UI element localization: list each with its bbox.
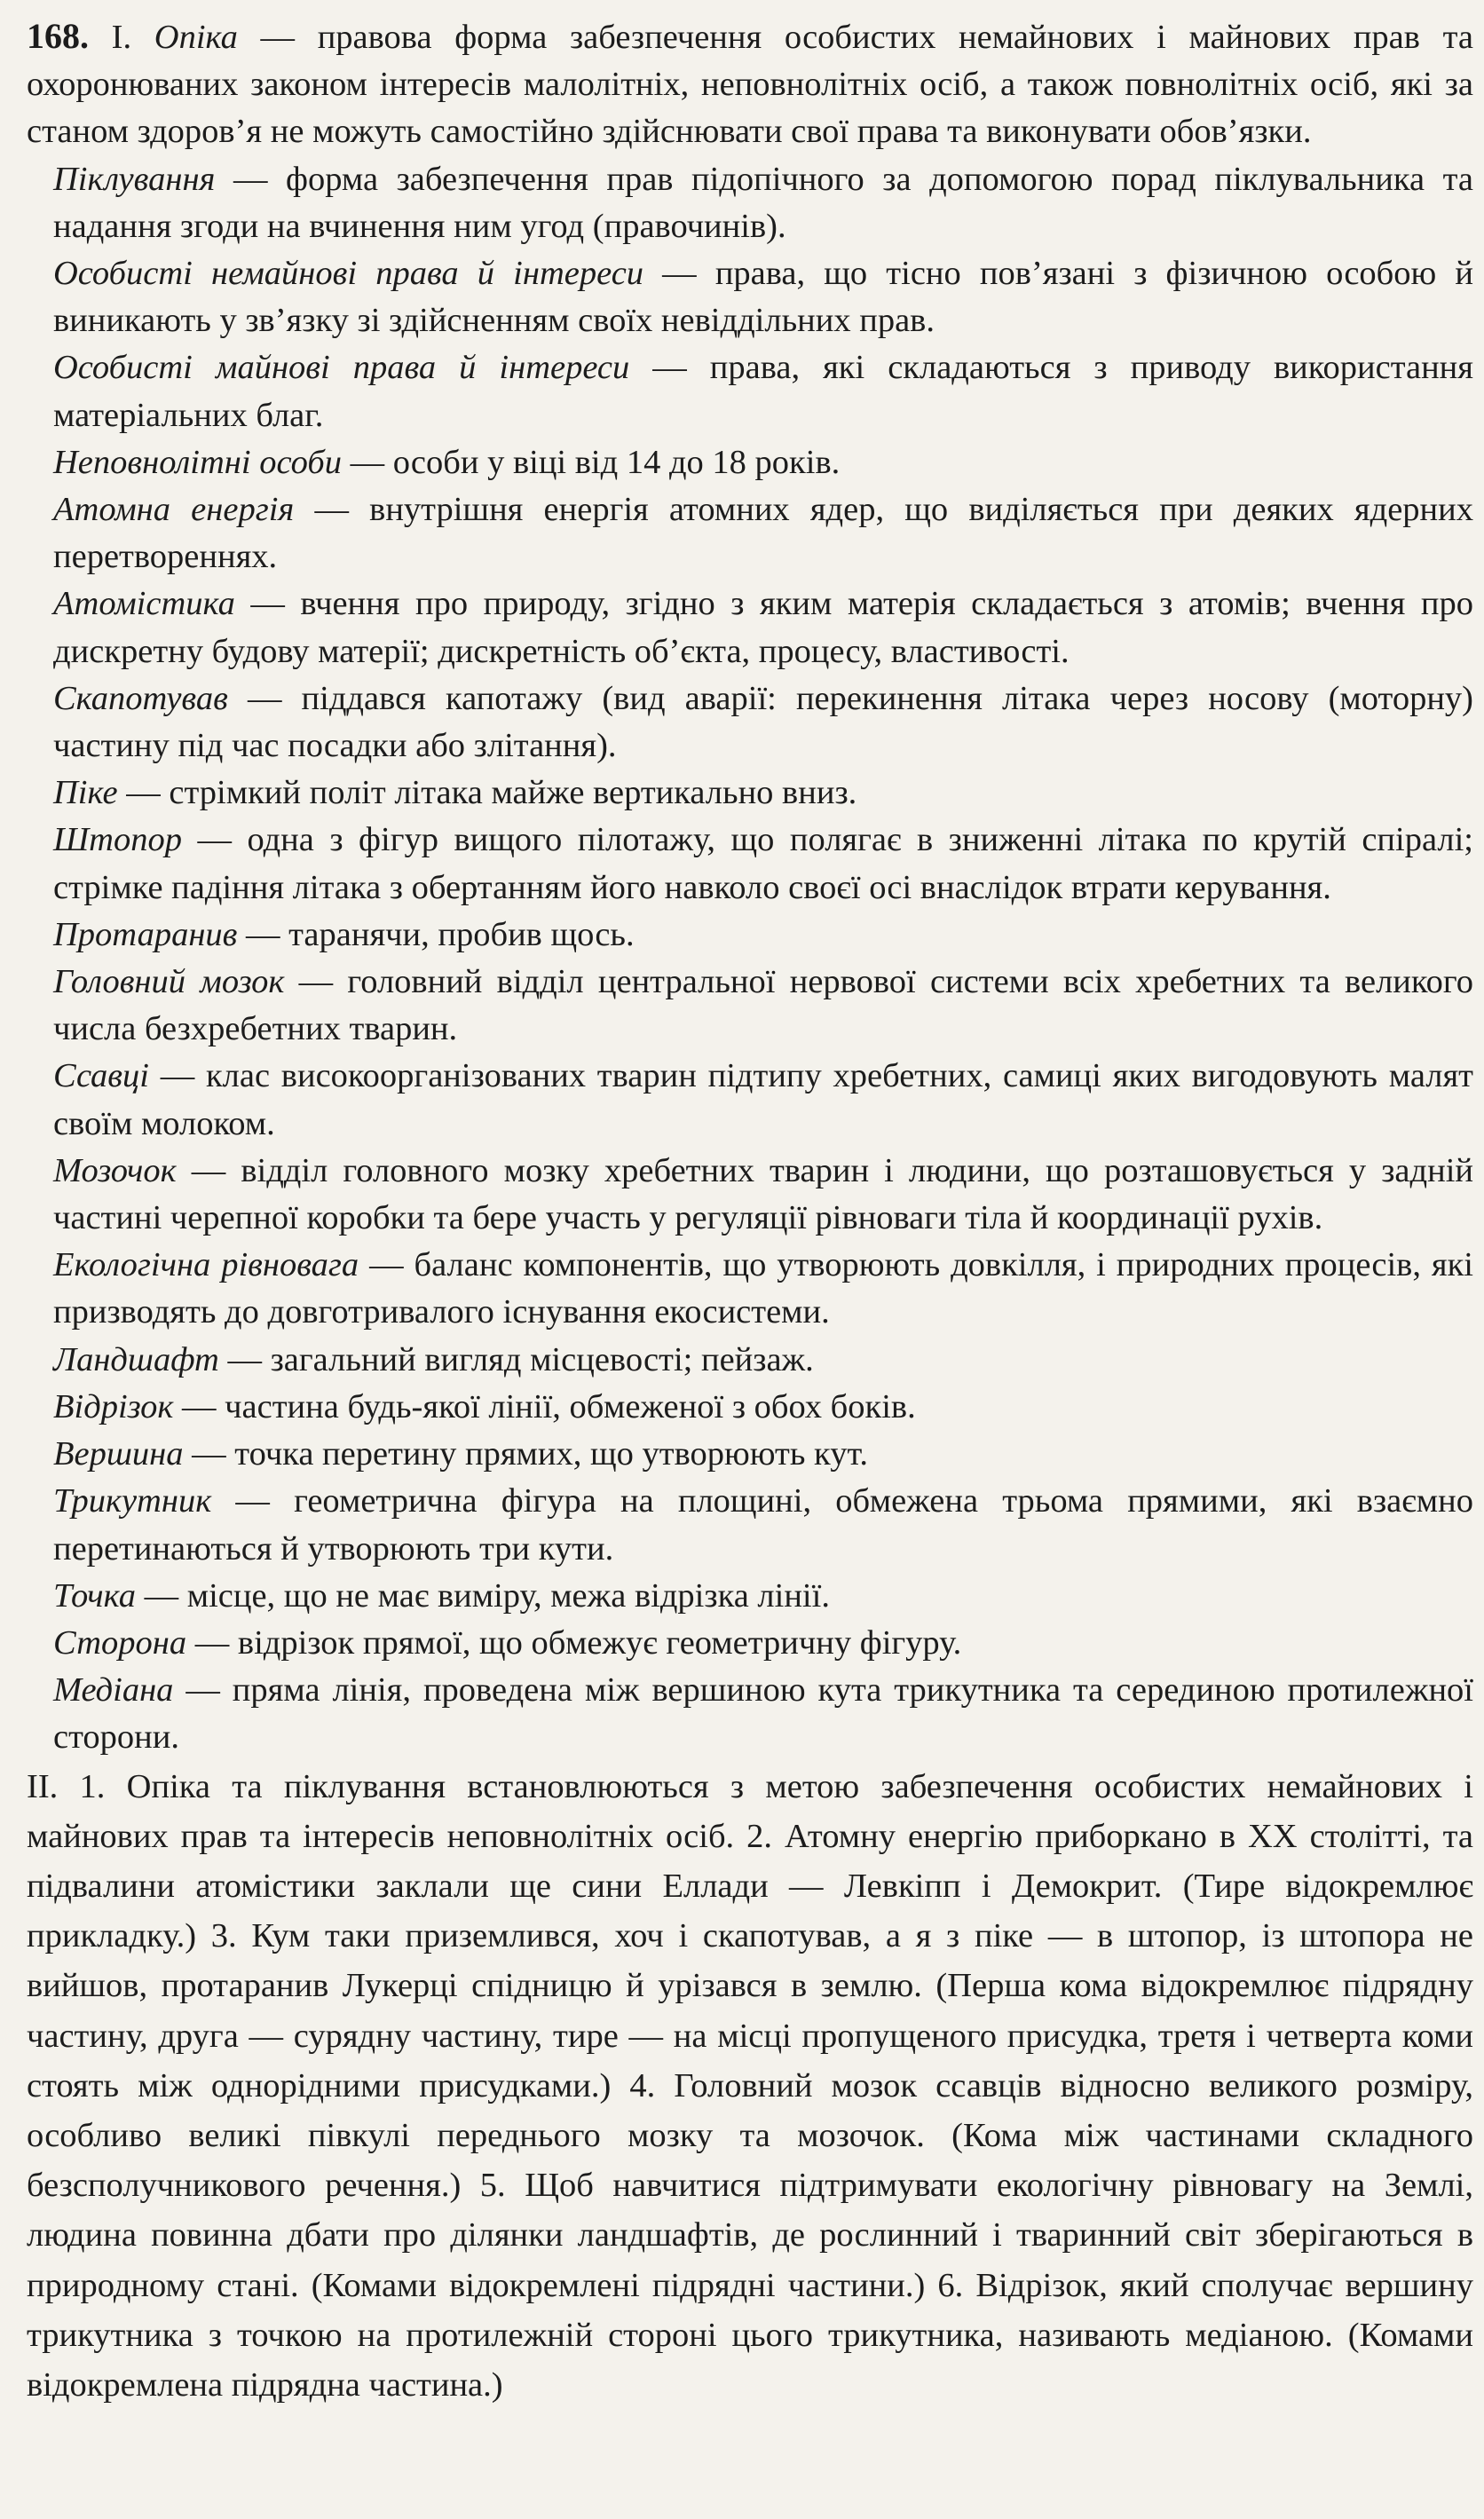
definition-entry [27, 486, 1473, 580]
definition-entry [27, 959, 1473, 1053]
definition-entry [27, 344, 1473, 438]
definition-text: — відрізок прямої, що обмежує геометричну фігуру. [186, 1623, 962, 1662]
definition-entry [27, 1384, 1473, 1431]
definition-term: Екологічна рівновага [53, 1246, 359, 1284]
definition-text: — внутрішня енергія атомних ядер, що виділяється при деяких ядерних перетвореннях. [53, 491, 1473, 576]
definition-term: Опіка [154, 19, 238, 56]
definition-entry [27, 156, 1473, 250]
definition-entry [27, 1620, 1473, 1667]
definition-text: — таранячи, пробив щось. [237, 915, 635, 953]
definition-term: Особисті немайнові права й інтереси [53, 255, 644, 293]
definition-text: — баланс компонентів, що утворюють довкілля, і природних процесів, які призводять до довготривалого існування екосистеми. [53, 1246, 1473, 1331]
definition-text: — вчення про природу, згідно з яким матерія складається з атомів; вчення про дискретну будову матерії; дискретність об’єкта, процесу, властивості. [53, 585, 1473, 670]
exercise-number: 168. [27, 16, 89, 56]
definition-text: — загальний вигляд місцевості; пейзаж. [218, 1340, 814, 1378]
part-two-sentences [27, 1762, 1473, 2411]
definition-text: — права, які складаються з приводу використання матеріальних благ. [53, 349, 1473, 434]
definition-entry [27, 912, 1473, 959]
definition-term: Піке [53, 774, 118, 812]
definition-entry [27, 1431, 1473, 1478]
definition-entry [27, 580, 1473, 675]
definition-text: — піддався капотажу (вид аварії: перекинення літака через носову (моторну) частину під час посадки або злітання). [53, 679, 1473, 765]
definition-term: Сторона [53, 1623, 187, 1662]
definition-text: — стрімкий політ літака майже вертикально вниз. [117, 774, 857, 812]
definition-entry [27, 250, 1473, 344]
definition-term: Атомістика [53, 585, 235, 623]
definition-text: — частина будь-якої лінії, обмеженої з обох боків. [173, 1387, 916, 1425]
definition-text: — форма забезпечення прав підопічного за допомогою порад піклувальника та надання згоди на вчинення ним угод (правочинів). [53, 160, 1473, 245]
definition-entry [27, 675, 1473, 770]
definition-entry [27, 12, 1473, 156]
definition-text: — місце, що не має виміру, межа відрізка лінії. [135, 1576, 830, 1615]
definition-text: — права, що тісно пов’язані з фізичною особою й виникають у зв’язку зі здійсненням своїх невіддільних прав. [53, 255, 1474, 340]
sentences-paragraph [27, 1762, 1473, 2411]
definition-entry [27, 1573, 1473, 1620]
definition-term: Точка [53, 1576, 136, 1615]
definition-text: — точка перетину прямих, що утворюють кут. [183, 1435, 869, 1473]
definition-term: Медіана [53, 1671, 174, 1710]
definition-term: Скапотував [53, 679, 228, 717]
definition-entry [27, 1667, 1473, 1761]
sentences-text: 1. Опіка та піклування встановлюються з метою забезпечення особистих немайнових і майнових прав та інтересів неповнолітніх осіб. 2. Атомну енергію приборкано в XX столітті, та підвалини атомістики заклали ще сини Еллади — Левкіпп і Демокрит. (Тире відокремлює прикладку.) 3. Кум таки приземлився, хоч і скапотував, а я з піке — в штопор, із штопора не вийшов, протаранив Лукерці спідницю й урізався в землю. (Перша кома відокремлює підрядну частину, друга — сурядну частину, тире — на місці пропущеного присудка, третя і четверта коми стоять між однорідними присудками.) 4. Головний мозок ссавців відносно великого розміру, особливо великі півкулі переднього мозку та мозочок. (Кома між частинами складного безсполучникового речення.) 5. Щоб навчитися підтримувати екологічну рівновагу на Землі, людина повинна дбати про ділянки ландшафтів, де рослинний і тваринний світ зберігаються в природному стані. (Комами відокремлені підрядні частини.) 6. Відрізок, який сполучає вершину трикутника з точкою на протилежній стороні цього трикутника, називають медіаною. (Комами відокремлена підрядна частина.) [27, 1767, 1473, 2404]
definition-entry [27, 1242, 1473, 1336]
definition-text: — геометрична фігура на площині, обмежена трьома прямими, які взаємно перетинаються й утворюють три кути. [53, 1482, 1473, 1567]
definition-entry [27, 817, 1473, 911]
definition-text: — особи у віці від 14 до 18 років. [341, 443, 841, 481]
definition-entry [27, 770, 1473, 817]
definition-text: — пряма лінія, проведена між вершиною кута трикутника та серединою протилежної сторони. [53, 1671, 1473, 1757]
definition-term: Неповнолітні особи [53, 443, 342, 481]
definition-term: Мозочок [53, 1151, 177, 1189]
part-one-label: I. [111, 19, 132, 56]
definition-term: Протаранив [53, 915, 238, 953]
definition-term: Ссавці [53, 1057, 149, 1095]
definition-text: — клас високоорганізованих тварин підтипу хребетних, самиці яких вигодовують малят своїм молоком. [53, 1057, 1473, 1142]
definition-text: — відділ головного мозку хребетних тварин і людини, що розташовується у задній частині черепної коробки та бере участь у регуляції рівноваги тіла й координації рухів. [53, 1151, 1473, 1237]
definition-entry [27, 1053, 1473, 1147]
definition-text: — одна з фігур вищого пілотажу, що полягає в зниженні літака по крутій спіралі; стрімке падіння літака з обертанням його навколо своєї осі внаслідок втрати керування. [53, 821, 1473, 906]
definition-text: — головний відділ центральної нервової системи всіх хребетних та великого числа безхребетних тварин. [53, 963, 1473, 1048]
definition-term: Ландшафт [53, 1340, 219, 1378]
definition-term: Вершина [53, 1435, 184, 1473]
definition-entry [27, 439, 1473, 486]
definition-term: Трикутник [53, 1482, 212, 1520]
definition-term: Головний мозок [53, 963, 285, 1001]
definition-term: Особисті майнові права й інтереси [53, 349, 630, 387]
part-two-label: II. [27, 1767, 59, 1805]
definition-entry [27, 1148, 1473, 1242]
definition-term: Штопор [53, 821, 182, 859]
definition-entry [27, 1478, 1473, 1572]
definition-text: — правова форма забезпечення особистих немайнових і майнових прав та охоронюваних законом інтересів малолітніх, неповнолітніх осіб, а також повнолітніх осіб, які за станом здоров’я не можуть самостійно здійснювати свої права та виконувати обов’язки. [27, 19, 1473, 151]
definition-term: Атомна енергія [53, 491, 295, 529]
definition-term: Відрізок [53, 1387, 174, 1425]
part-one-definitions [27, 12, 1473, 1762]
definition-entry [27, 1337, 1473, 1384]
exercise-page [27, 12, 1473, 2410]
definition-term: Піклування [53, 160, 216, 198]
